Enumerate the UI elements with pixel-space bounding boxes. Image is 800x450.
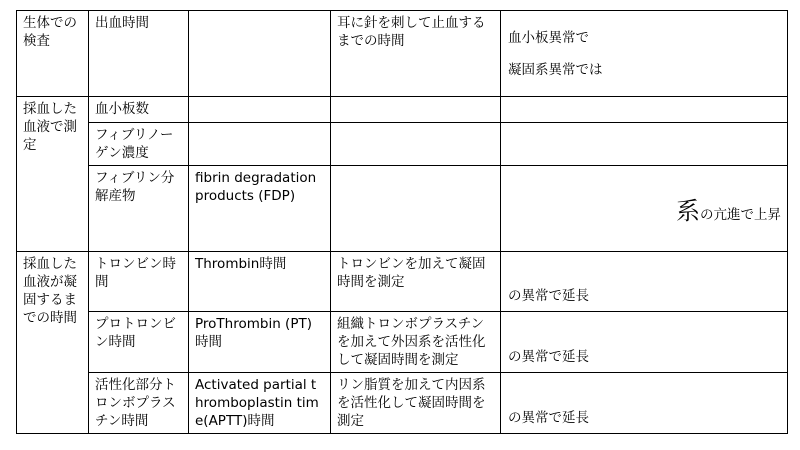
note-cell	[501, 97, 788, 123]
prolongation-note: の異常で延長	[508, 410, 589, 426]
test-name-cell: 出血時間	[89, 11, 189, 97]
method-cell: トロンビンを加えて凝固時間を測定	[331, 252, 501, 312]
test-name-cell: フィブリン分解産物	[89, 166, 189, 252]
note-cell	[501, 123, 788, 166]
method-cell: リン脂質を加えて内因系を活性化して凝固時間を測定	[331, 373, 501, 434]
english-name-cell: Activated partial thromboplastin time(APTT)時間	[189, 373, 331, 434]
table-row	[17, 373, 788, 434]
note-line-platelet: 血小板異常で	[508, 30, 589, 46]
method-cell	[331, 123, 501, 166]
method-cell	[331, 166, 501, 252]
note-line-coagulation: 凝固系異常では	[508, 62, 603, 78]
test-name-cell: 血小板数	[89, 97, 189, 123]
note-cell	[501, 166, 788, 252]
english-name-cell	[189, 97, 331, 123]
table-row	[17, 312, 788, 373]
test-name-cell: プロトロンビン時間	[89, 312, 189, 373]
note-cell	[501, 11, 788, 97]
coagulation-test-table	[16, 10, 788, 434]
group-cell-blood-sample: 採血した血液で測定	[17, 97, 89, 252]
english-name-cell	[189, 11, 331, 97]
note-cell	[501, 252, 788, 312]
english-name-cell: ProThrombin (PT)時間	[189, 312, 331, 373]
prolongation-note: の異常で延長	[508, 288, 589, 304]
note-cell	[501, 312, 788, 373]
note-big-char: 系	[676, 197, 700, 225]
fibrinolysis-note	[676, 197, 781, 225]
group-cell-in-vivo: 生体での検査	[17, 11, 89, 97]
test-name-cell: 活性化部分トロンボプラスチン時間	[89, 373, 189, 434]
table-row	[17, 11, 788, 97]
table-row	[17, 166, 788, 252]
table-row	[17, 252, 788, 312]
method-cell: 組織トロンボプラスチンを加えて外因系を活性化して凝固時間を測定	[331, 312, 501, 373]
table-row	[17, 123, 788, 166]
group-cell-clotting-time: 採血した血液が凝固するまでの時間	[17, 252, 89, 434]
table-row	[17, 97, 788, 123]
english-name-cell: Thrombin時間	[189, 252, 331, 312]
method-cell: 耳に針を刺して止血するまでの時間	[331, 11, 501, 97]
test-name-cell: フィブリノーゲン濃度	[89, 123, 189, 166]
test-name-cell: トロンビン時間	[89, 252, 189, 312]
english-name-cell: fibrin degradation products (FDP)	[189, 166, 331, 252]
method-cell	[331, 97, 501, 123]
note-small-text: の亢進で上昇	[700, 207, 781, 223]
note-cell	[501, 373, 788, 434]
english-name-cell	[189, 123, 331, 166]
prolongation-note: の異常で延長	[508, 349, 589, 365]
